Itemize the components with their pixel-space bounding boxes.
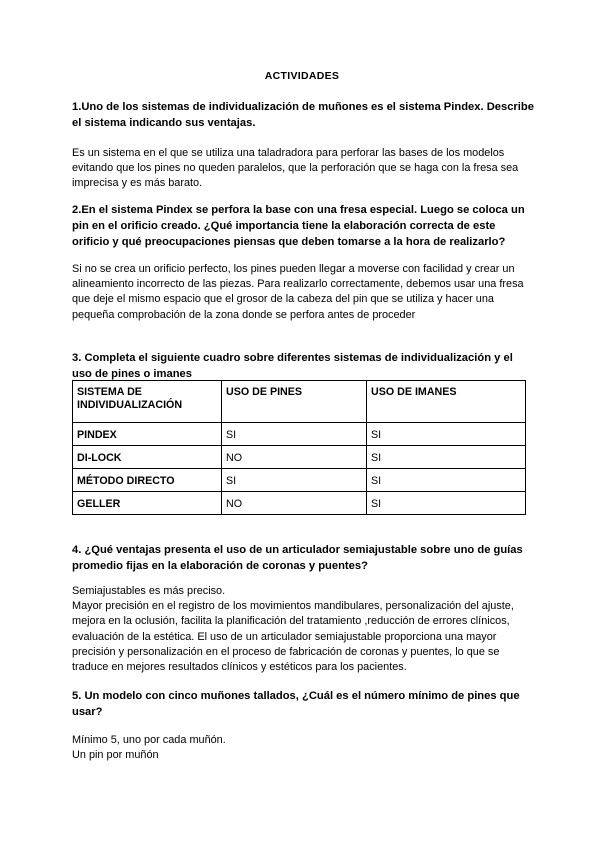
question-1: 1.Uno de los sistemas de individualización de muñones es el sistema Pindex. Describe el sistema indicando sus ventajas. — [72, 101, 534, 130]
answer-5-line-2: Un pin por muñón — [72, 749, 159, 762]
row-magnets: SI — [367, 423, 526, 446]
table-header-row — [73, 381, 526, 423]
question-2: 2.En el sistema Pindex se perfora la base con una fresa especial. Luego se coloca un pin en el orificio creado. ¿Qué importancia tiene la elaboración correcta de este orificio y qué preocupaciones piensas que deben tomarse a la hora de realizarlo? — [72, 204, 525, 249]
table-row — [73, 423, 526, 446]
row-system: DI-LOCK — [73, 446, 222, 469]
header-pins: USO DE PINES — [222, 381, 367, 423]
table-row — [73, 446, 526, 469]
row-pins: SI — [222, 469, 367, 492]
header-magnets: USO DE IMANES — [367, 381, 526, 423]
row-system: PINDEX — [73, 423, 222, 446]
row-magnets: SI — [367, 446, 526, 469]
question-3: 3. Completa el siguiente cuadro sobre diferentes sistemas de individualización y el uso de pines o imanes — [72, 352, 513, 381]
answer-4-line-1: Semiajustables es más preciso. — [72, 585, 226, 597]
page-title: ACTIVIDADES — [264, 70, 340, 82]
row-system: MÉTODO DIRECTO — [73, 469, 222, 492]
individualization-table — [72, 380, 526, 515]
question-4: 4. ¿Qué ventajas presenta el uso de un articulador semiajustable sobre uno de guías promedio fijas en la elaboración de coronas y puentes? — [72, 544, 523, 573]
answer-5-line-1: Mínimo 5, uno por cada muñón. — [72, 734, 226, 746]
row-pins: NO — [222, 492, 367, 515]
row-system: GELLER — [73, 492, 222, 515]
answer-1: Es un sistema en el que se utiliza una taladradora para perforar las bases de los modelos evitando que los pines no queden paralelos, que la perforación que se haga con la fresa sea imprecisa y es más barato. — [72, 147, 519, 190]
answer-4 — [72, 584, 534, 675]
row-magnets: SI — [367, 492, 526, 515]
row-pins: SI — [222, 423, 367, 446]
answer-2: Si no se crea un orificio perfecto, los pines pueden llegar a moverse con facilidad y crear un alineamiento incorrecto de las piezas. Para realizarlo correctamente, debemos usar una fresa que deje el mismo espacio que el grosor de la cabeza del pin que se utiliza y hacer una pequeña comprobación de la zona donde se perfora antes de proceder — [72, 263, 524, 321]
table-row — [73, 492, 526, 515]
row-magnets: SI — [367, 469, 526, 492]
table-row — [73, 469, 526, 492]
row-pins: NO — [222, 446, 367, 469]
answer-5 — [72, 733, 534, 763]
question-5: 5. Un modelo con cinco muñones tallados, ¿Cuál es el número mínimo de pines que usar? — [72, 690, 520, 719]
header-system: SISTEMA DE INDIVIDUALIZACIÓN — [73, 381, 222, 423]
answer-4-paragraph: Mayor precisión en el registro de los movimientos mandibulares, personalización del ajuste, mejora en la oclusión, facilita la planificación del tratamiento ,reducción de errores clínicos, evaluación de la estética. El uso de un articulador semiajustable proporciona una mayor precisión y personalización en el proceso de fabricación de coronas y puentes, lo que se traduce en mejores resultados clínicos y estéticos para los pacientes. — [72, 600, 514, 674]
